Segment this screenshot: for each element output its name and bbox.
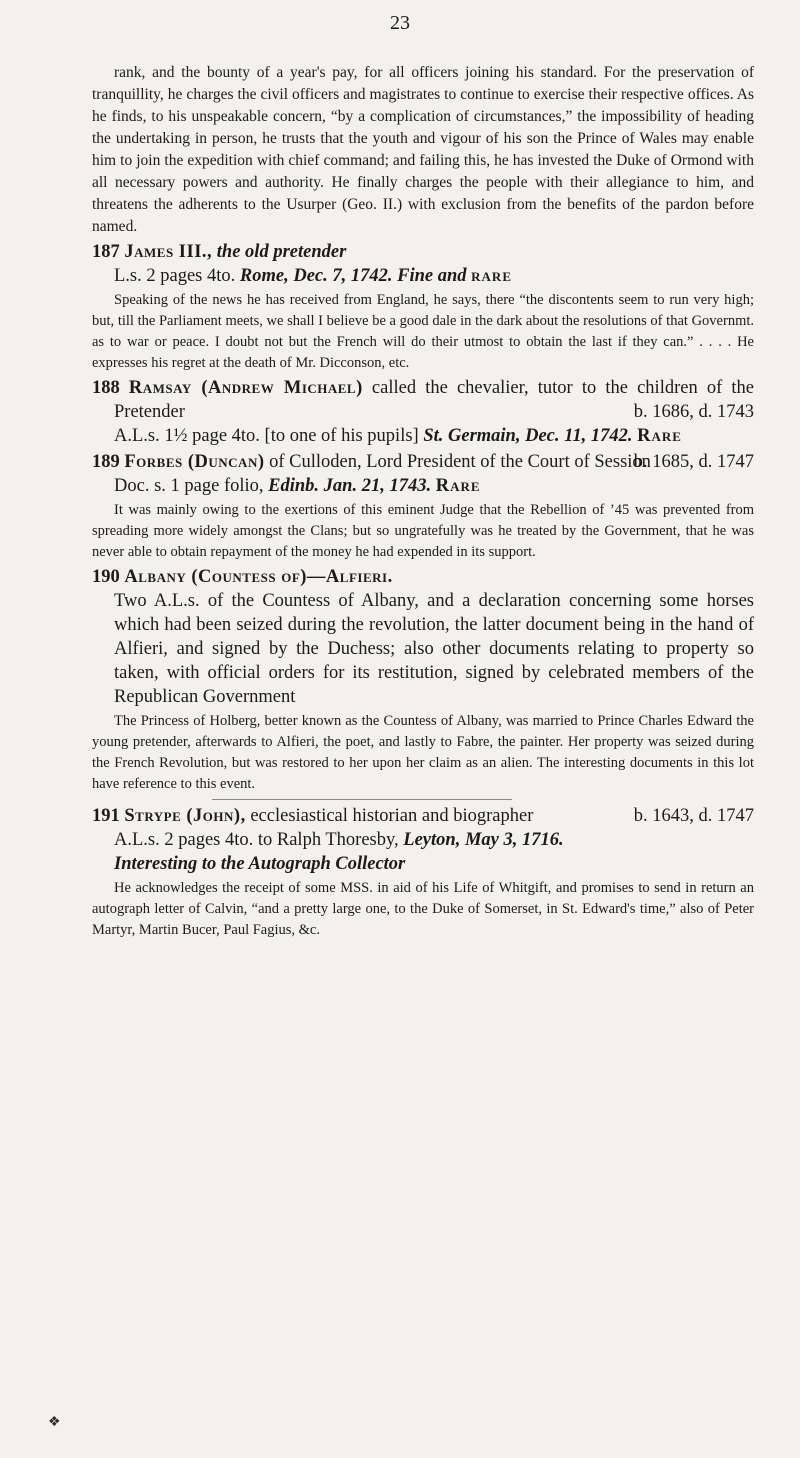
page-body	[92, 62, 754, 941]
entry-187	[92, 240, 754, 374]
entry-number: 190	[92, 567, 120, 587]
entry-description: The Princess of Holberg, better known as the Countess of Albany, was married to Prince Charles Edward the young pretender, afterwards to Alfieri, the poet, and lastly to Fabre, the painter. Her property was seized during the French Revolution, but was restored to her upon her claim as an alien. The interesting documents in this lot have reference to this event.	[92, 713, 754, 792]
entry-heading	[92, 450, 754, 498]
entry-name-suffix: called the chevalier, tutor to the children of the Pretender	[114, 378, 754, 422]
page-number: 23	[390, 12, 410, 34]
entry-place-date: St. Germain, Dec. 11, 1742.	[423, 426, 633, 446]
entry-191	[92, 804, 754, 941]
intro-paragraph: rank, and the bounty of a year's pay, for all officers joining his standard. For the preservation of tranquillity, he charges the civil officers and magistrates to continue to exercise their respective offices. As he finds, to his unspeakable concern, “by a complication of circumstances,” the impossibility of heading the undertaking in person, he trusts that the youth and vigour of his son the Prince of Wales may enable him to join the expedition with chief command; and failing this, he has invested the Duke of Ormond with all necessary powers and authority. He finally charges the people with their allegiance to him, and threatens the adherents to the Usurper (Geo. II.) with exclusion from the benefits of the pardon before named.	[92, 64, 754, 235]
entry-heading	[92, 376, 754, 448]
entry-190	[92, 565, 754, 795]
entry-name: Ramsay (Andrew Michael)	[128, 378, 363, 398]
entry-quality: Fine and	[397, 266, 467, 286]
entry-189	[92, 450, 754, 563]
entry-name-suffix: the old pretender	[216, 242, 347, 262]
entry-number: 189	[92, 452, 120, 472]
entry-details: A.L.s. 2 pages 4to. to Ralph Thoresby,	[114, 830, 399, 850]
entry-heading	[92, 565, 754, 709]
entry-rarity: Rare	[435, 476, 481, 496]
entry-name: James III.,	[124, 242, 213, 262]
section-divider	[212, 799, 512, 800]
entry-place-date: Leyton, May 3, 1716.	[403, 830, 564, 850]
entry-dates: b. 1685, d. 1747	[633, 452, 754, 472]
entry-rarity: Rare	[637, 426, 682, 446]
entry-name: Strype (John),	[124, 806, 246, 826]
entry-heading	[92, 804, 754, 876]
entry-name-suffix: ecclesiastical historian and biographer	[250, 806, 534, 826]
entry-details: Doc. s. 1 page folio,	[114, 476, 264, 496]
entry-number: 188	[92, 378, 120, 398]
entry-place-date: Rome, Dec. 7, 1742.	[239, 266, 393, 286]
fleuron-icon: ❖	[48, 1415, 61, 1430]
entry-description: It was mainly owing to the exertions of this eminent Judge that the Rebellion of ’45 was prevented from spreading more widely amongst the Clans; but so ungratefully was he treated by the Government, that he was never able to obtain repayment of the money he had expended in its support.	[92, 502, 754, 560]
entry-quality: Interesting to the Autograph Collector	[114, 854, 406, 874]
entry-place-date: Edinb. Jan. 21, 1743.	[268, 476, 432, 496]
entry-description: He acknowledges the receipt of some MSS. in aid of his Life of Whitgift, and promises to send in return an autograph letter of Calvin, “and a pretty large one, to the Duke of Somerset, in St. Edward's time,” also of Peter Martyr, Martin Bucer, Paul Fagius, &c.	[92, 880, 754, 938]
entry-188	[92, 376, 754, 448]
entry-heading	[92, 240, 754, 288]
entry-description: Speaking of the news he has received from England, he says, there “the discontents seem to run very high; but, till the Parliament meets, we shall I believe be a good dale in the dark about the resolutions of that Governmt. as to war or peace. I doubt not but the French will do their utmost to obtain the last if they can.” . . . . He expresses his regret at the death of Mr. Dicconson, etc.	[92, 292, 754, 371]
entry-dates: b. 1686, d. 1743	[633, 402, 754, 422]
entry-name: Albany (Countess of)—Alfieri.	[124, 567, 393, 587]
entry-dates: b. 1643, d. 1747	[633, 806, 754, 826]
entry-rarity: rare	[471, 266, 512, 286]
entry-name: Forbes (Duncan)	[124, 452, 265, 472]
entry-details: A.L.s. 1½ page 4to. [to one of his pupils]	[114, 426, 419, 446]
entry-details: Two A.L.s. of the Countess of Albany, and a declaration concerning some horses which had been seized during the revolution, the latter document being in the hand of Alfieri, and signed by the Duchess; also other documents relating to property so taken, with official orders for its restitution, signed by celebrated members of the Republican Government	[114, 591, 754, 707]
entry-name-suffix: of Culloden, Lord President of the Court of Session	[269, 452, 651, 472]
entry-number: 191	[92, 806, 120, 826]
entry-details: L.s. 2 pages 4to.	[114, 266, 236, 286]
entry-number: 187	[92, 242, 120, 262]
